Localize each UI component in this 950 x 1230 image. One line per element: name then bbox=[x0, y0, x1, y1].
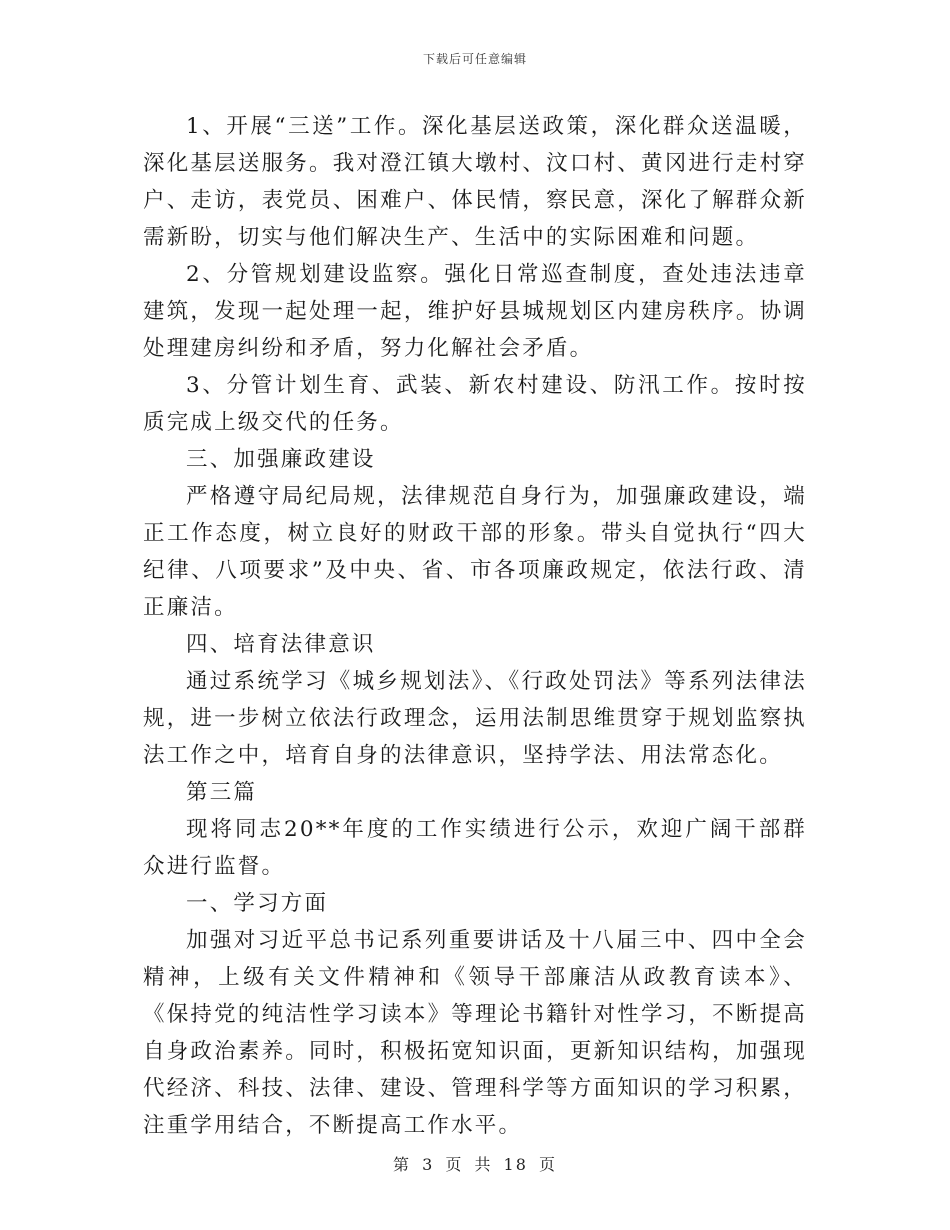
page-number: 第 3 页 共 18 页 bbox=[393, 1155, 557, 1174]
paragraph-sansong-work: 1、开展“三送”工作。深化基层送政策，深化群众送温暖，深化基层送服务。我对澄江镇大墩村、汶口村、黄冈进行走村穿户、走访，表党员、困难户、体民情，察民意，深化了解群众新需新盼，切实与他们解决生产、生活中的实际困难和问题。 bbox=[143, 114, 807, 250]
paragraph-family-planning: 3、分管计划生育、武装、新农村建设、防汛工作。按时按质完成上级交代的任务。 bbox=[143, 373, 807, 435]
section-heading-study: 一、学习方面 bbox=[186, 891, 329, 916]
chapter-heading-third: 第三篇 bbox=[186, 780, 258, 805]
paragraph-study: 加强对习近平总书记系列重要讲话及十八届三中、四中全会精神，上级有关文件精神和《领导干部廉洁从政教育读本》、《保持党的纯洁性学习读本》等理论书籍针对性学习，不断提高自身政治素养。同时，积极拓宽知识面，更新知识结构，加强现代经济、科技、法律、建设、管理科学等方面知识的学习积累，注重学用结合，不断提高工作水平。 bbox=[143, 928, 807, 1138]
section-heading-integrity: 三、加强廉政建设 bbox=[186, 447, 376, 472]
section-heading-legal: 四、培育法律意识 bbox=[186, 632, 376, 657]
page-header: 下载后可任意编辑 bbox=[422, 52, 527, 66]
document-body bbox=[143, 108, 807, 1144]
paragraph-legal: 通过系统学习《城乡规划法》、《行政处罚法》等系列法律法规，进一步树立依法行政理念，运用法制思维贯穿于规划监察执法工作之中，培育自身的法律意识，坚持学法、用法常态化。 bbox=[143, 669, 807, 768]
paragraph-announcement: 现将同志20**年度的工作实绩进行公示，欢迎广阔干部群众进行监督。 bbox=[143, 817, 807, 879]
paragraph-integrity: 严格遵守局纪局规，法律规范自身行为，加强廉政建设，端正工作态度，树立良好的财政干部的形象。带头自觉执行“四大纪律、八项要求”及中央、省、市各项廉政规定，依法行政、清正廉洁。 bbox=[143, 484, 807, 620]
paragraph-planning-supervision: 2、分管规划建设监察。强化日常巡查制度，查处违法违章建筑，发现一起处理一起，维护好县城规划区内建房秩序。协调处理建房纠纷和矛盾，努力化解社会矛盾。 bbox=[143, 262, 807, 361]
